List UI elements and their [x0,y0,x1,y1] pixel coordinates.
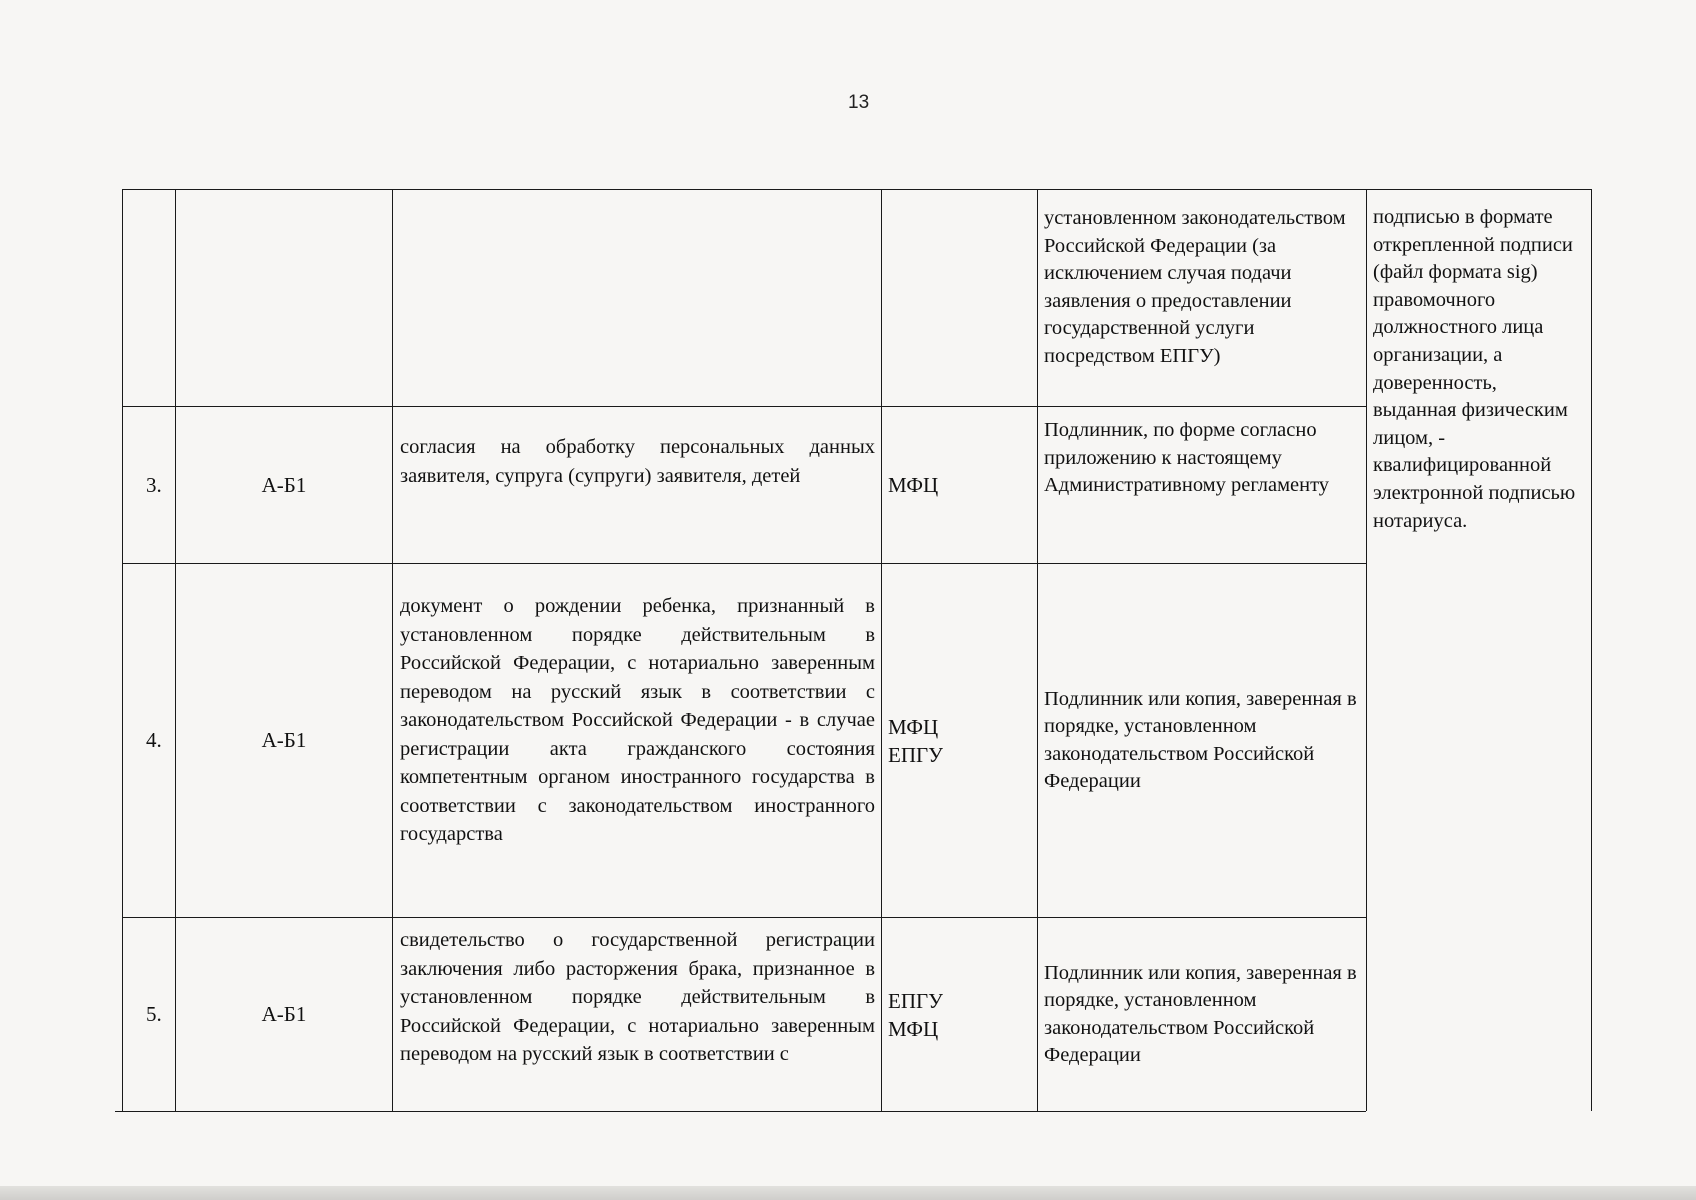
document-code: А-Б1 [261,1002,307,1026]
row-number: 5. [146,1002,162,1026]
document-form: Подлинник или копия, заверенная в порядке, установленном законодательством Российской Федерации [1044,961,1357,1066]
document-description: свидетельство о государственной регистрации заключения либо расторжения брака, признанное в установленном порядке действительным в Российской Федерации, с нотариально заверенным переводом на русский язык в соответствии с [400,929,875,1065]
document-description: документ о рождении ребенка, признанный в установленном порядке действительным в Российской Федерации, с нотариально заверенным переводом на русский язык в соответствии с законодательством Российской Федерации - в случае регистрации акта гражданского состояния компетентным органом иностранного государства в соответствии с законодательством иностранного государства [400,595,875,845]
document-form: Подлинник или копия, заверенная в порядке, установленном законодательством Российской Федерации [1044,687,1357,792]
document-form: Подлинник, по форме согласно приложению к настоящему Административному регламенту [1044,419,1330,496]
document-description [393,190,881,406]
submission-place: МФЦ [888,473,939,497]
page-edge [0,1186,1696,1200]
document-description: согласия на обработку персональных данных заявителя, супруга (супруги) заявителя, детей [400,436,875,487]
submission-place: МФЦ ЕПГУ [888,714,944,767]
row-number [123,190,175,406]
column-divider [1591,189,1592,1111]
submission-place: ЕПГУ МФЦ [888,988,944,1041]
document-form: установленном законодательством Российской Федерации (за исключением случая подачи заявления о предоставлении государственной услуги посредством ЕПГУ) [1044,207,1346,367]
table-bottom-border [115,1111,1366,1112]
row-number: 3. [146,472,162,497]
document-code: А-Б1 [261,728,307,752]
signature-requirements: подписью в формате открепленной подписи (файл формата sig) правомочного должностного лица организации, а доверенность, выданная физическим лицом, - квалифицированной электронной подписью нотариуса. [1373,206,1576,532]
submission-place [882,190,1037,406]
document-code: А-Б1 [261,472,307,497]
page-number: 13 [848,92,870,113]
document-code [176,190,392,406]
row-number: 4. [146,728,162,752]
